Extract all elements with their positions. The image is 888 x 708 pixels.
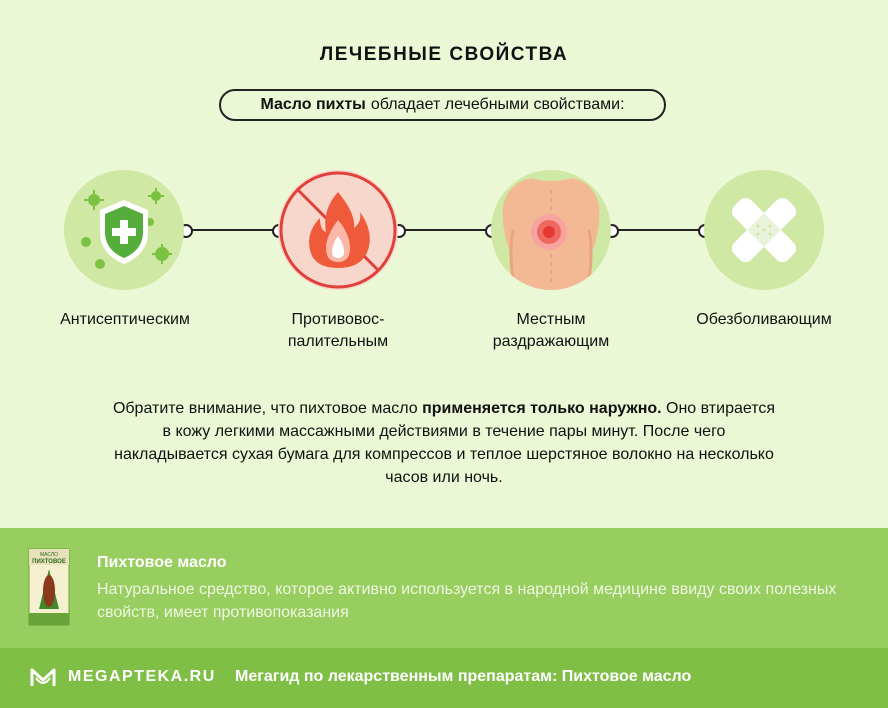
label-line: раздражающим bbox=[492, 333, 610, 350]
note-text: Оно втирается в кожу легкими массажными действиями в течение пары минут. После чего накладывается сухая бумага для компрессов и теплое шерстяное волокно на несколько часов или ночь. bbox=[114, 400, 776, 486]
no-fire-icon bbox=[278, 170, 398, 290]
subtitle-pill bbox=[219, 89, 666, 121]
connector-line bbox=[616, 229, 704, 231]
footer-guide-link[interactable]: Мегагид по лекарственным препаратам: Пихтовое масло bbox=[235, 668, 692, 685]
back-pain-icon bbox=[491, 170, 611, 290]
note-bold: применяется только наружно. bbox=[422, 400, 662, 417]
bottle-brand-text: МАСЛО bbox=[39, 552, 59, 558]
subtitle-rest: обладает лечебными свойствами: bbox=[370, 96, 625, 113]
property-label-antiseptic: Антисептическим bbox=[60, 311, 190, 328]
bottle-name-text: ПИХТОВОЕ bbox=[32, 559, 66, 565]
product-description: Натуральное средство, которое активно используется в народной медицине ввиду своих полезных свойств, имеет противопоказания bbox=[97, 581, 837, 621]
brand-name[interactable]: MEGAPTEKA.RU bbox=[68, 668, 216, 685]
subtitle-bold: Масло пихты bbox=[260, 96, 366, 113]
label-line: Местным bbox=[516, 311, 586, 328]
label-line: палительным bbox=[287, 333, 389, 350]
property-label-irritant bbox=[461, 309, 641, 353]
note-text: Обратите внимание, что пихтовое масло bbox=[112, 400, 423, 417]
connector-line bbox=[190, 229, 278, 231]
label-line: Противовос- bbox=[291, 311, 385, 328]
bandage-icon bbox=[704, 170, 824, 290]
connector-line bbox=[404, 229, 492, 231]
usage-note bbox=[110, 397, 778, 489]
shield-virus-icon bbox=[64, 170, 184, 290]
product-name[interactable]: Пихтовое масло bbox=[97, 554, 227, 571]
property-label-anti-inflammatory bbox=[248, 309, 428, 353]
property-label-analgesic: Обезболивающим bbox=[696, 311, 832, 328]
fir-oil-bottle-icon bbox=[27, 547, 71, 627]
megapteka-logo-icon[interactable] bbox=[30, 666, 56, 688]
page-title: ЛЕЧЕБНЫЕ СВОЙСТВА bbox=[319, 44, 569, 65]
